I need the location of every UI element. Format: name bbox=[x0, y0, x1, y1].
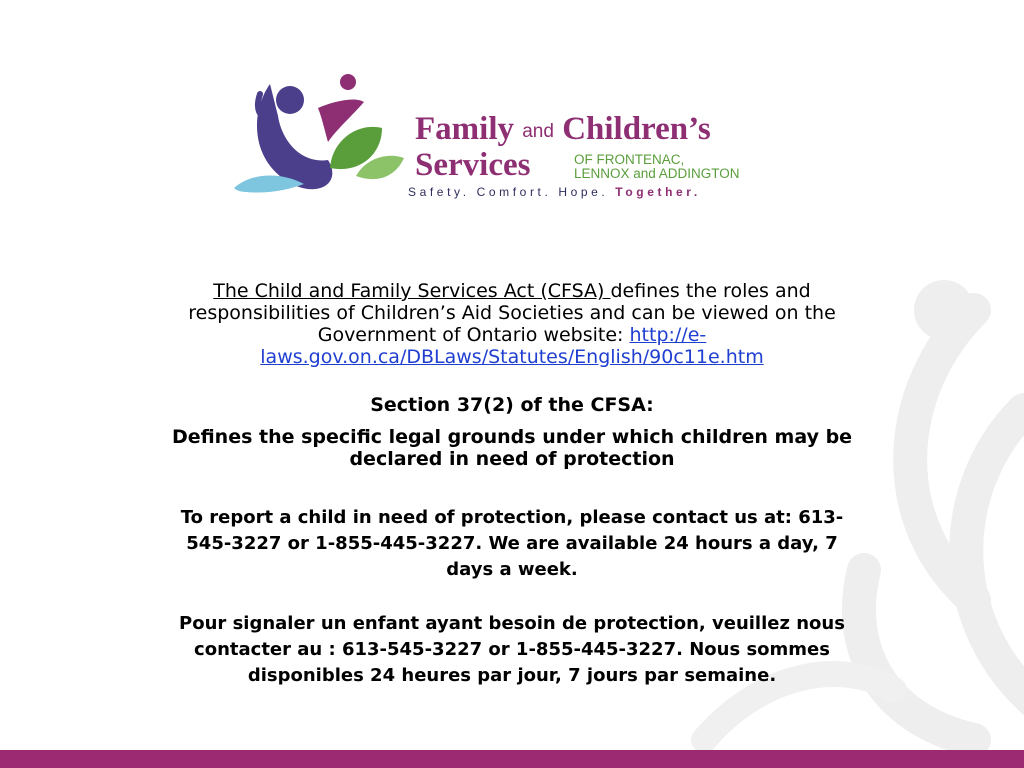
logo-name-part1: Family bbox=[415, 111, 514, 147]
ontario-laws-url-link[interactable]: http://e-laws.gov.on.ca/DBLaws/Statutes/English/90c11e.htm bbox=[260, 324, 764, 368]
logo-region-line2: LENNOX and ADDINGTON bbox=[574, 166, 740, 181]
logo-name-part3: Services bbox=[415, 147, 531, 183]
report-french: Pour signaler un enfant ayant besoin de protection, veuillez nous contacter au : 613-545-3227 or 1-855-445-3227. Nous sommes disponibles 24 heures par jour, 7 jours par semaine. bbox=[179, 613, 845, 686]
organization-logo bbox=[232, 72, 812, 208]
intro-text: defines the roles and responsibilities of Children’s Aid Societies and can be viewed on the Government of Ontario website: bbox=[188, 280, 836, 346]
slide-content bbox=[160, 280, 864, 689]
logo-tagline-accent: Together. bbox=[615, 185, 701, 199]
report-english: To report a child in need of protection, please contact us at: 613-545-3227 or 1-855-445-3227. We are available 24 hours a day, 7 days a week. bbox=[180, 507, 844, 580]
logo-region bbox=[574, 153, 740, 181]
intro-paragraph bbox=[160, 280, 864, 368]
logo-name-part2: Children’s bbox=[562, 111, 711, 147]
bottom-accent-bar bbox=[0, 750, 1024, 768]
logo-region-line1: OF FRONTENAC, bbox=[574, 152, 685, 167]
logo-figure-icon bbox=[232, 72, 412, 208]
logo-name-line1 bbox=[415, 112, 711, 149]
section-description: Defines the specific legal grounds under which children may be declared in need of protection bbox=[171, 426, 853, 470]
logo-tagline-main: Safety. Comfort. Hope. bbox=[408, 185, 616, 199]
logo-tagline bbox=[408, 185, 701, 199]
cfsa-act-link[interactable]: The Child and Family Services Act (CFSA) bbox=[213, 280, 611, 302]
logo-name-and: and bbox=[522, 121, 554, 142]
section-title: Section 37(2) of the CFSA: bbox=[370, 394, 654, 416]
